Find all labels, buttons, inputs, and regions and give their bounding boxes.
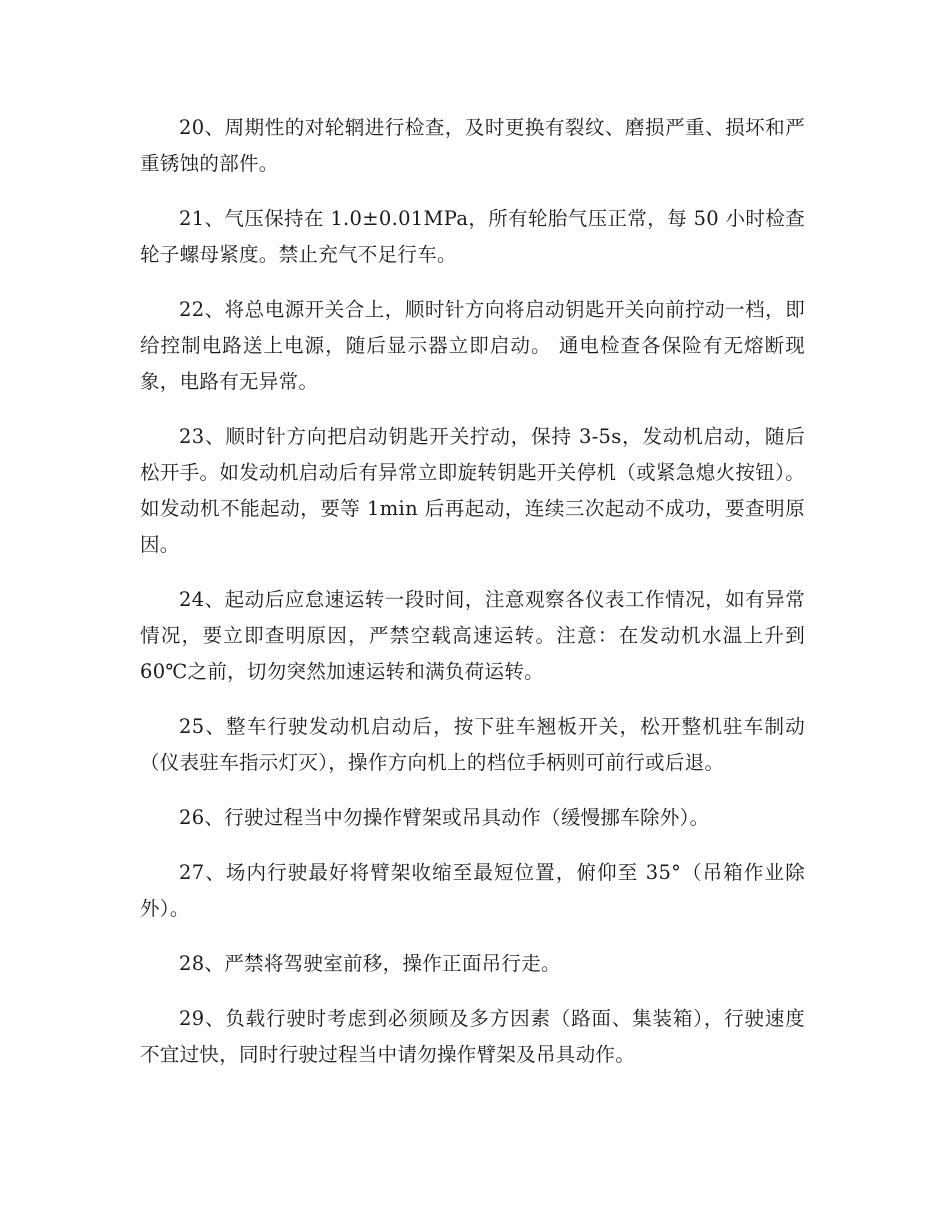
paragraph-23: 23、顺时针方向把启动钥匙开关拧动，保持 3-5s，发动机启动，随后松开手。如发动机启动后有异常立即旋转钥匙开关停机（或紧急熄火按钮）。如发动机不能起动，要等 1min 后再起动，连续三次起动不成功，要查明原因。 — [140, 425, 805, 556]
paragraph-26: 26、行驶过程当中勿操作臂架或吊具动作（缓慢挪车除外）。 — [179, 806, 710, 829]
paragraph-28: 28、严禁将驾驶室前移，操作正面吊行走。 — [179, 952, 561, 975]
paragraph-29: 29、负载行驶时考虑到必须顾及多方因素（路面、集装箱），行驶速度不宜过快，同时行驶过程当中请勿操作臂架及吊具动作。 — [140, 1007, 805, 1066]
document-page — [140, 110, 805, 1092]
paragraph-22: 22、将总电源开关合上，顺时针方向将启动钥匙开关向前拧动一档，即给控制电路送上电源，随后显示器立即启动。 通电检查各保险有无熔断现象，电路有无异常。 — [140, 298, 805, 393]
paragraph-24: 24、起动后应怠速运转一段时间，注意观察各仪表工作情况，如有异常情况，要立即查明原因，严禁空载高速运转。注意：在发动机水温上升到 60℃之前，切勿突然加速运转和满负荷运转。 — [140, 588, 805, 683]
paragraph-25: 25、整车行驶发动机启动后，按下驻车翘板开关，松开整机驻车制动（仪表驻车指示灯灭），操作方向机上的档位手柄则可前行或后退。 — [140, 715, 805, 774]
paragraph-27: 27、场内行驶最好将臂架收缩至最短位置，俯仰至 35°（吊箱作业除外）。 — [140, 861, 805, 920]
paragraph-21: 21、气压保持在 1.0±0.01MPa，所有轮胎气压正常，每 50 小时检查轮子螺母紧度。禁止充气不足行车。 — [140, 207, 805, 266]
paragraph-20: 20、周期性的对轮辋进行检查，及时更换有裂纹、磨损严重、损坏和严重锈蚀的部件。 — [140, 116, 805, 175]
